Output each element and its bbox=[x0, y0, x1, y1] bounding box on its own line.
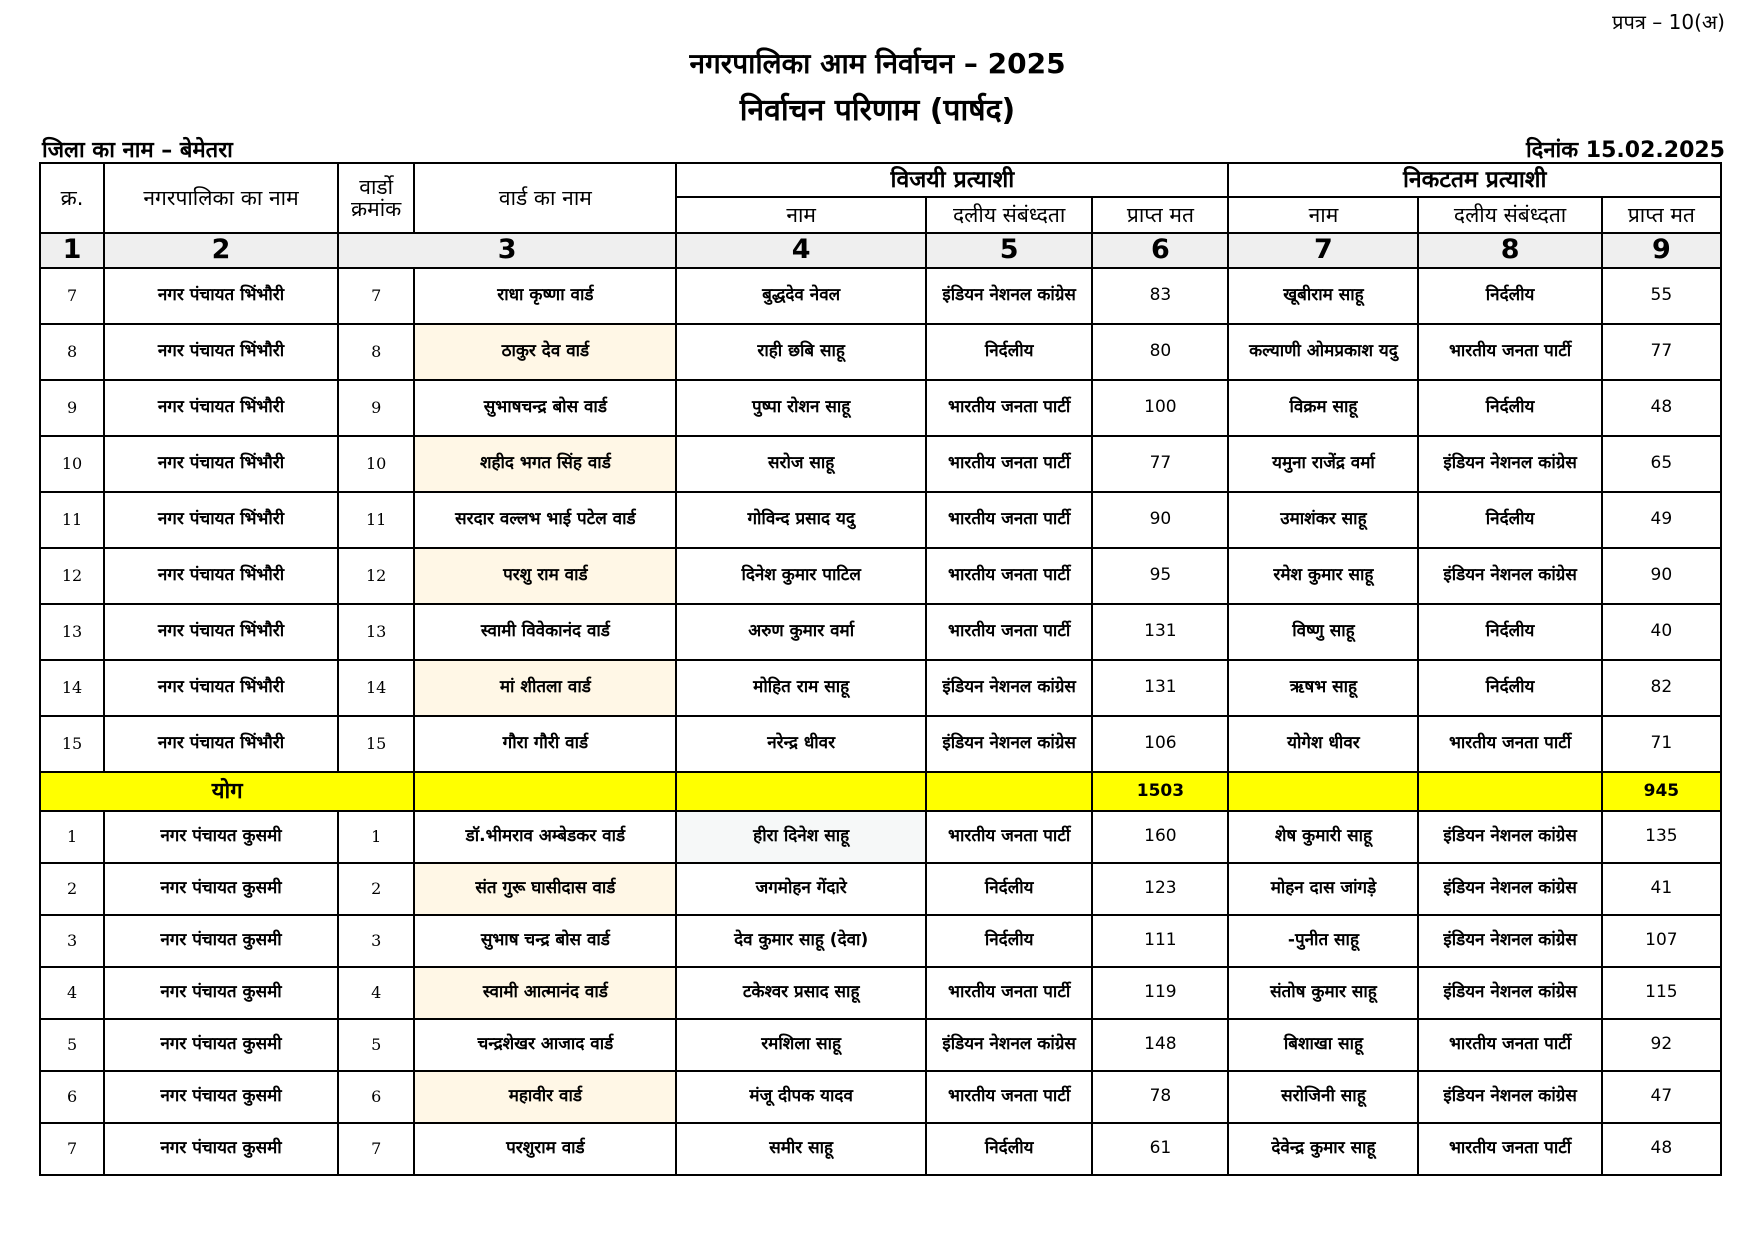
runnerup-votes: 65 bbox=[1602, 436, 1721, 492]
header-winner-votes: प्राप्त मत bbox=[1092, 197, 1228, 233]
runnerup-votes: 107 bbox=[1602, 915, 1721, 967]
header-winner-group: विजयी प्रत्याशी bbox=[676, 163, 1228, 197]
ward-name: गौरा गौरी वार्ड bbox=[414, 716, 676, 772]
municipality-name: नगर पंचायत कुसमी bbox=[104, 863, 338, 915]
table-row bbox=[40, 380, 1721, 436]
runnerup-name: सरोजिनी साहू bbox=[1228, 1071, 1418, 1123]
runnerup-party: इंडियन नेशनल कांग्रेस bbox=[1418, 967, 1601, 1019]
serial-number: 1 bbox=[40, 811, 104, 863]
ward-number: 3 bbox=[338, 915, 414, 967]
runnerup-name: संतोष कुमार साहू bbox=[1228, 967, 1418, 1019]
runnerup-party: इंडियन नेशनल कांग्रेस bbox=[1418, 548, 1601, 604]
runnerup-votes: 90 bbox=[1602, 548, 1721, 604]
total-empty-cell bbox=[676, 772, 926, 811]
header-winner-name: नाम bbox=[676, 197, 926, 233]
winner-name: अरुण कुमार वर्मा bbox=[676, 604, 926, 660]
header-municipality: नगरपालिका का नाम bbox=[104, 163, 338, 233]
serial-number: 3 bbox=[40, 915, 104, 967]
municipality-name: नगर पंचायत भिंभौरी bbox=[104, 492, 338, 548]
winner-votes: 160 bbox=[1092, 811, 1228, 863]
results-table bbox=[39, 162, 1722, 1176]
winner-name: राही छबि साहू bbox=[676, 324, 926, 380]
winner-votes: 78 bbox=[1092, 1071, 1228, 1123]
table-row bbox=[40, 967, 1721, 1019]
column-number: 1 bbox=[40, 233, 104, 268]
total-empty-cell bbox=[414, 772, 676, 811]
winner-name: सरोज साहू bbox=[676, 436, 926, 492]
runnerup-votes: 77 bbox=[1602, 324, 1721, 380]
runnerup-name: उमाशंकर साहू bbox=[1228, 492, 1418, 548]
ward-name: मां शीतला वार्ड bbox=[414, 660, 676, 716]
date-label: दिनांक 15.02.2025 bbox=[1525, 138, 1725, 163]
runnerup-name: शेष कुमारी साहू bbox=[1228, 811, 1418, 863]
runnerup-name: रमेश कुमार साहू bbox=[1228, 548, 1418, 604]
winner-name: नरेन्द्र धीवर bbox=[676, 716, 926, 772]
ward-number: 8 bbox=[338, 324, 414, 380]
runnerup-party: निर्दलीय bbox=[1418, 604, 1601, 660]
municipality-name: नगर पंचायत कुसमी bbox=[104, 1019, 338, 1071]
runnerup-party: भारतीय जनता पार्टी bbox=[1418, 1019, 1601, 1071]
ward-number: 7 bbox=[338, 268, 414, 324]
winner-party: इंडियन नेशनल कांग्रेस bbox=[926, 1019, 1092, 1071]
serial-number: 15 bbox=[40, 716, 104, 772]
table-row bbox=[40, 863, 1721, 915]
header-runner-name: नाम bbox=[1228, 197, 1418, 233]
table-row bbox=[40, 268, 1721, 324]
table-row bbox=[40, 548, 1721, 604]
winner-votes: 61 bbox=[1092, 1123, 1228, 1175]
winner-name: टकेश्वर प्रसाद साहू bbox=[676, 967, 926, 1019]
municipality-name: नगर पंचायत भिंभौरी bbox=[104, 604, 338, 660]
ward-name: ठाकुर देव वार्ड bbox=[414, 324, 676, 380]
district-label: जिला का नाम – बेमेतरा bbox=[42, 138, 233, 163]
column-number: 6 bbox=[1092, 233, 1228, 268]
table-row bbox=[40, 811, 1721, 863]
municipality-name: नगर पंचायत भिंभौरी bbox=[104, 324, 338, 380]
runnerup-votes: 55 bbox=[1602, 268, 1721, 324]
runnerup-name: यमुना राजेंद्र वर्मा bbox=[1228, 436, 1418, 492]
winner-name: पुष्पा रोशन साहू bbox=[676, 380, 926, 436]
winner-party: भारतीय जनता पार्टी bbox=[926, 492, 1092, 548]
winner-name: रमशिला साहू bbox=[676, 1019, 926, 1071]
winner-party: भारतीय जनता पार्टी bbox=[926, 380, 1092, 436]
runnerup-votes: 71 bbox=[1602, 716, 1721, 772]
ward-number: 2 bbox=[338, 863, 414, 915]
ward-number: 5 bbox=[338, 1019, 414, 1071]
serial-number: 4 bbox=[40, 967, 104, 1019]
winner-name: बुद्धदेव नेवल bbox=[676, 268, 926, 324]
serial-number: 11 bbox=[40, 492, 104, 548]
winner-party: भारतीय जनता पार्टी bbox=[926, 604, 1092, 660]
table-row bbox=[40, 492, 1721, 548]
winner-votes: 95 bbox=[1092, 548, 1228, 604]
runnerup-party: भारतीय जनता पार्टी bbox=[1418, 1123, 1601, 1175]
ward-name: स्वामी विवेकानंद वार्ड bbox=[414, 604, 676, 660]
serial-number: 7 bbox=[40, 1123, 104, 1175]
winner-party: भारतीय जनता पार्टी bbox=[926, 436, 1092, 492]
runnerup-votes: 47 bbox=[1602, 1071, 1721, 1123]
total-empty-cell bbox=[926, 772, 1092, 811]
total-row bbox=[40, 772, 1721, 811]
winner-votes: 90 bbox=[1092, 492, 1228, 548]
winner-party: भारतीय जनता पार्टी bbox=[926, 1071, 1092, 1123]
winner-party: भारतीय जनता पार्टी bbox=[926, 967, 1092, 1019]
table-row bbox=[40, 604, 1721, 660]
ward-number: 13 bbox=[338, 604, 414, 660]
runnerup-votes: 48 bbox=[1602, 380, 1721, 436]
ward-name: परशुराम वार्ड bbox=[414, 1123, 676, 1175]
serial-number: 10 bbox=[40, 436, 104, 492]
municipality-name: नगर पंचायत भिंभौरी bbox=[104, 548, 338, 604]
ward-number: 9 bbox=[338, 380, 414, 436]
winner-votes: 83 bbox=[1092, 268, 1228, 324]
serial-number: 7 bbox=[40, 268, 104, 324]
runnerup-name: खूबीराम साहू bbox=[1228, 268, 1418, 324]
total-runnerup-votes: 945 bbox=[1602, 772, 1721, 811]
runnerup-party: भारतीय जनता पार्टी bbox=[1418, 716, 1601, 772]
form-number: प्रपत्र – 10(अ) bbox=[1612, 10, 1725, 34]
total-empty-cell bbox=[1228, 772, 1418, 811]
runnerup-votes: 135 bbox=[1602, 811, 1721, 863]
winner-party: इंडियन नेशनल कांग्रेस bbox=[926, 660, 1092, 716]
runnerup-votes: 41 bbox=[1602, 863, 1721, 915]
header-serial: क्र. bbox=[40, 163, 104, 233]
winner-name: मंजू दीपक यादव bbox=[676, 1071, 926, 1123]
ward-name: महावीर वार्ड bbox=[414, 1071, 676, 1123]
municipality-name: नगर पंचायत भिंभौरी bbox=[104, 380, 338, 436]
total-label: योग bbox=[40, 772, 414, 811]
ward-number: 6 bbox=[338, 1071, 414, 1123]
winner-name: देव कुमार साहू (देवा) bbox=[676, 915, 926, 967]
runnerup-party: इंडियन नेशनल कांग्रेस bbox=[1418, 811, 1601, 863]
header-runner-votes: प्राप्त मत bbox=[1602, 197, 1721, 233]
runnerup-name: -पुनीत साहू bbox=[1228, 915, 1418, 967]
ward-name: सरदार वल्लभ भाई पटेल वार्ड bbox=[414, 492, 676, 548]
winner-name: गोविन्द प्रसाद यदु bbox=[676, 492, 926, 548]
table-row bbox=[40, 324, 1721, 380]
header-runnerup-group: निकटतम प्रत्याशी bbox=[1228, 163, 1721, 197]
table-row bbox=[40, 1019, 1721, 1071]
table-row bbox=[40, 716, 1721, 772]
ward-name: स्वामी आत्मानंद वार्ड bbox=[414, 967, 676, 1019]
serial-number: 8 bbox=[40, 324, 104, 380]
ward-name: शहीद भगत सिंह वार्ड bbox=[414, 436, 676, 492]
runnerup-party: भारतीय जनता पार्टी bbox=[1418, 324, 1601, 380]
serial-number: 9 bbox=[40, 380, 104, 436]
runnerup-party: निर्दलीय bbox=[1418, 492, 1601, 548]
winner-votes: 100 bbox=[1092, 380, 1228, 436]
serial-number: 6 bbox=[40, 1071, 104, 1123]
ward-name: राधा कृष्णा वार्ड bbox=[414, 268, 676, 324]
page-title: नगरपालिका आम निर्वाचन – 2025 bbox=[689, 47, 1066, 80]
ward-name: डॉ.भीमराव अम्बेडकर वार्ड bbox=[414, 811, 676, 863]
ward-name: सुभाष चन्द्र बोस वार्ड bbox=[414, 915, 676, 967]
runnerup-votes: 82 bbox=[1602, 660, 1721, 716]
runnerup-votes: 115 bbox=[1602, 967, 1721, 1019]
municipality-name: नगर पंचायत कुसमी bbox=[104, 1071, 338, 1123]
column-number: 5 bbox=[926, 233, 1092, 268]
runnerup-party: निर्दलीय bbox=[1418, 380, 1601, 436]
winner-votes: 131 bbox=[1092, 604, 1228, 660]
column-number: 7 bbox=[1228, 233, 1418, 268]
winner-party: निर्दलीय bbox=[926, 915, 1092, 967]
header-ward-no: वार्डो क्रमांक bbox=[338, 163, 414, 233]
results-body bbox=[40, 268, 1721, 1175]
winner-name: समीर साहू bbox=[676, 1123, 926, 1175]
serial-number: 2 bbox=[40, 863, 104, 915]
runnerup-votes: 92 bbox=[1602, 1019, 1721, 1071]
municipality-name: नगर पंचायत कुसमी bbox=[104, 915, 338, 967]
serial-number: 5 bbox=[40, 1019, 104, 1071]
winner-votes: 119 bbox=[1092, 967, 1228, 1019]
municipality-name: नगर पंचायत कुसमी bbox=[104, 967, 338, 1019]
column-number: 9 bbox=[1602, 233, 1721, 268]
serial-number: 13 bbox=[40, 604, 104, 660]
header-ward-name: वार्ड का नाम bbox=[414, 163, 676, 233]
total-empty-cell bbox=[1418, 772, 1601, 811]
winner-votes: 148 bbox=[1092, 1019, 1228, 1071]
municipality-name: नगर पंचायत कुसमी bbox=[104, 811, 338, 863]
ward-number: 11 bbox=[338, 492, 414, 548]
runnerup-name: मोहन दास जांगड़े bbox=[1228, 863, 1418, 915]
runnerup-name: विक्रम साहू bbox=[1228, 380, 1418, 436]
municipality-name: नगर पंचायत भिंभौरी bbox=[104, 660, 338, 716]
ward-number: 10 bbox=[338, 436, 414, 492]
column-number: 8 bbox=[1418, 233, 1601, 268]
ward-number: 1 bbox=[338, 811, 414, 863]
winner-party: भारतीय जनता पार्टी bbox=[926, 548, 1092, 604]
municipality-name: नगर पंचायत भिंभौरी bbox=[104, 716, 338, 772]
table-row bbox=[40, 1123, 1721, 1175]
column-number: 2 bbox=[104, 233, 338, 268]
winner-votes: 106 bbox=[1092, 716, 1228, 772]
header-winner-party: दलीय संबंध्दता bbox=[926, 197, 1092, 233]
table-row bbox=[40, 1071, 1721, 1123]
ward-number: 4 bbox=[338, 967, 414, 1019]
runnerup-party: इंडियन नेशनल कांग्रेस bbox=[1418, 436, 1601, 492]
ward-name: सुभाषचन्द्र बोस वार्ड bbox=[414, 380, 676, 436]
winner-votes: 123 bbox=[1092, 863, 1228, 915]
runnerup-name: योगेश धीवर bbox=[1228, 716, 1418, 772]
municipality-name: नगर पंचायत भिंभौरी bbox=[104, 268, 338, 324]
winner-name: हीरा दिनेश साहू bbox=[676, 811, 926, 863]
ward-name: परशु राम वार्ड bbox=[414, 548, 676, 604]
winner-votes: 111 bbox=[1092, 915, 1228, 967]
ward-number: 14 bbox=[338, 660, 414, 716]
runnerup-name: विष्णु साहू bbox=[1228, 604, 1418, 660]
runnerup-party: निर्दलीय bbox=[1418, 660, 1601, 716]
municipality-name: नगर पंचायत कुसमी bbox=[104, 1123, 338, 1175]
runnerup-votes: 49 bbox=[1602, 492, 1721, 548]
ward-number: 12 bbox=[338, 548, 414, 604]
winner-votes: 131 bbox=[1092, 660, 1228, 716]
serial-number: 14 bbox=[40, 660, 104, 716]
winner-votes: 77 bbox=[1092, 436, 1228, 492]
runnerup-party: इंडियन नेशनल कांग्रेस bbox=[1418, 1071, 1601, 1123]
serial-number: 12 bbox=[40, 548, 104, 604]
column-number: 3 bbox=[338, 233, 676, 268]
page-subtitle: निर्वाचन परिणाम (पार्षद) bbox=[739, 93, 1016, 128]
runnerup-name: कल्याणी ओमप्रकाश यदु bbox=[1228, 324, 1418, 380]
winner-party: भारतीय जनता पार्टी bbox=[926, 811, 1092, 863]
runnerup-party: निर्दलीय bbox=[1418, 268, 1601, 324]
runnerup-name: देवेन्द्र कुमार साहू bbox=[1228, 1123, 1418, 1175]
header-runner-party: दलीय संबंध्दता bbox=[1418, 197, 1601, 233]
winner-name: दिनेश कुमार पाटिल bbox=[676, 548, 926, 604]
table-row bbox=[40, 436, 1721, 492]
municipality-name: नगर पंचायत भिंभौरी bbox=[104, 436, 338, 492]
winner-party: निर्दलीय bbox=[926, 324, 1092, 380]
ward-name: चन्द्रशेखर आजाद वार्ड bbox=[414, 1019, 676, 1071]
runnerup-party: इंडियन नेशनल कांग्रेस bbox=[1418, 915, 1601, 967]
table-row bbox=[40, 915, 1721, 967]
winner-party: इंडियन नेशनल कांग्रेस bbox=[926, 268, 1092, 324]
table-row bbox=[40, 660, 1721, 716]
ward-number: 15 bbox=[338, 716, 414, 772]
runnerup-name: बिशाखा साहू bbox=[1228, 1019, 1418, 1071]
runnerup-name: ऋषभ साहू bbox=[1228, 660, 1418, 716]
winner-name: मोहित राम साहू bbox=[676, 660, 926, 716]
total-winner-votes: 1503 bbox=[1092, 772, 1228, 811]
runnerup-votes: 48 bbox=[1602, 1123, 1721, 1175]
winner-party: निर्दलीय bbox=[926, 1123, 1092, 1175]
ward-number: 7 bbox=[338, 1123, 414, 1175]
winner-name: जगमोहन गेंदारे bbox=[676, 863, 926, 915]
winner-party: निर्दलीय bbox=[926, 863, 1092, 915]
runnerup-party: इंडियन नेशनल कांग्रेस bbox=[1418, 863, 1601, 915]
runnerup-votes: 40 bbox=[1602, 604, 1721, 660]
winner-votes: 80 bbox=[1092, 324, 1228, 380]
column-number: 4 bbox=[676, 233, 926, 268]
winner-party: इंडियन नेशनल कांग्रेस bbox=[926, 716, 1092, 772]
ward-name: संत गुरू घासीदास वार्ड bbox=[414, 863, 676, 915]
